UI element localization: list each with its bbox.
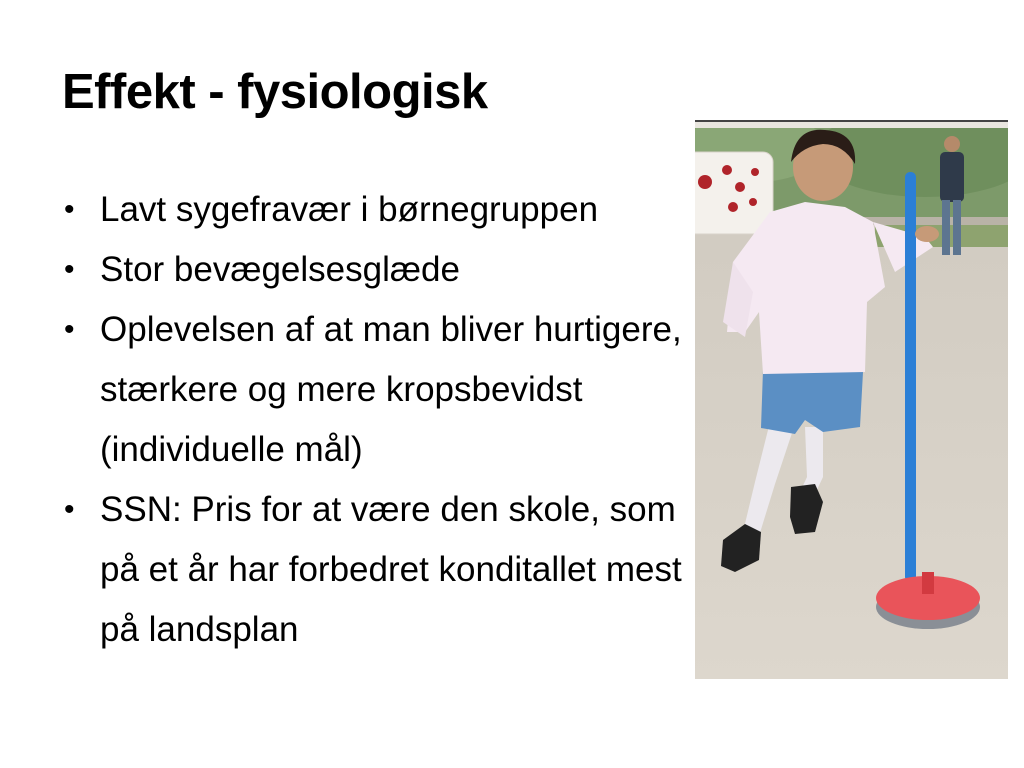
bullet-item bbox=[62, 240, 702, 300]
bullet-list bbox=[62, 180, 702, 660]
slide-title: Effekt - fysiologisk bbox=[62, 65, 488, 119]
bullet-dot: • bbox=[64, 313, 75, 346]
bullet-text: Stor bevægelsesglæde bbox=[100, 250, 460, 289]
bullet-text: SSN: Pris for at være den skole, som på et år har forbedret konditallet mest på landsplan bbox=[100, 490, 682, 649]
bullet-dot: • bbox=[64, 493, 75, 526]
bullet-item bbox=[62, 180, 702, 240]
photo-girl-running bbox=[695, 120, 1008, 681]
bullet-text: Oplevelsen af at man bliver hurtigere, stærkere og mere kropsbevidst (individuelle mål) bbox=[100, 310, 682, 469]
bullet-dot: • bbox=[64, 193, 75, 226]
bullet-text: Lavt sygefravær i børnegruppen bbox=[100, 190, 599, 229]
bullet-item bbox=[62, 300, 702, 480]
bullet-dot: • bbox=[64, 253, 75, 286]
bullet-item bbox=[62, 480, 702, 660]
photo-illustration bbox=[695, 122, 1008, 679]
